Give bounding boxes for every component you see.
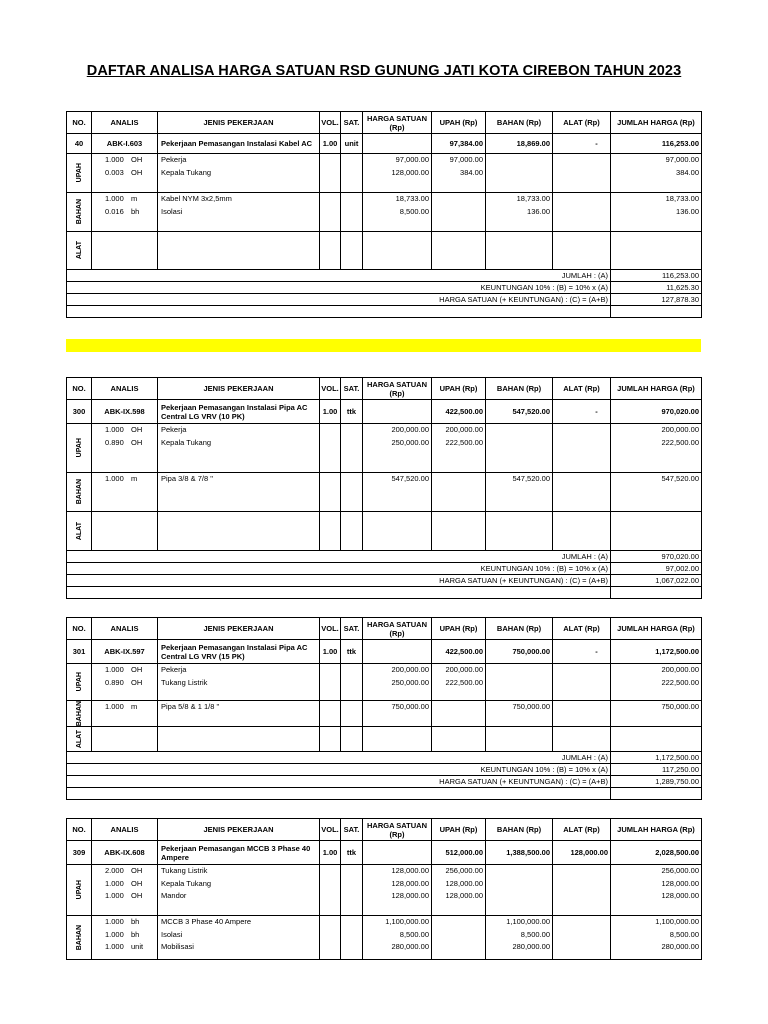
component-name: Mandor (161, 891, 187, 900)
component-unit-price: 547,520.00 (391, 474, 429, 483)
summary-harga-satuan-row (67, 776, 702, 788)
item-number: 40 (67, 134, 92, 154)
component-unit-price: 97,000.00 (395, 155, 429, 164)
column-header-bahan: BAHAN (Rp) (486, 378, 553, 400)
unit-price (363, 640, 432, 664)
section-label-bahan: BAHAN (75, 701, 83, 727)
summary-jumlah-label: JUMLAH : (A) (67, 752, 611, 764)
section-bahan-row (67, 473, 702, 512)
component-name: Pipa 3/8 & 7/8 " (161, 474, 213, 483)
ahs-table (66, 377, 702, 599)
coefficient-unit: m (131, 702, 138, 711)
column-header-vol: VOL. (320, 819, 341, 841)
analysis-code: ABK-IX.598 (92, 400, 158, 424)
column-header-harga: HARGA SATUAN (Rp) (363, 112, 432, 134)
section-label-alat: ALAT (75, 521, 83, 541)
column-header-upah: UPAH (Rp) (432, 618, 486, 640)
coefficient-unit: bh (131, 206, 140, 216)
coefficient-unit: OH (131, 677, 143, 687)
summary-harga-satuan-value: 1,289,750.00 (611, 776, 702, 788)
component-labor (432, 206, 483, 219)
column-header-alat: ALAT (Rp) (553, 618, 611, 640)
section-upah-row (67, 154, 702, 193)
analysis-code: ABK-IX.597 (92, 640, 158, 664)
coefficient-unit: OH (131, 437, 143, 447)
summary-harga-satuan-value: 127,878.30 (611, 294, 702, 306)
component-total: 1,100,000.00 (655, 917, 699, 926)
unit: ttk (341, 841, 363, 865)
section-label-alat: ALAT (75, 241, 83, 260)
work-item-name: Pekerjaan Pemasangan Instalasi Pipa AC Central LG VRV (10 PK) (158, 400, 320, 424)
component-labor (432, 941, 483, 954)
coefficient (92, 424, 157, 437)
coefficient-value: 1.000 (105, 917, 124, 926)
summary-keuntungan-row (67, 282, 702, 294)
component-name: Isolasi (161, 206, 183, 216)
summary-harga-satuan-label: HARGA SATUAN (+ KEUNTUNGAN) : (C) = (A+B) (67, 294, 611, 306)
column-header-jenis: JENIS PEKERJAAN (158, 618, 320, 640)
summary-keuntungan-row (67, 563, 702, 575)
coefficient (92, 941, 157, 954)
coefficient (92, 865, 157, 878)
component-labor: 222,500.00 (445, 437, 483, 447)
component-name: MCCB 3 Phase 40 Ampere (161, 917, 252, 926)
item-number: 301 (67, 640, 92, 664)
unit-price (363, 134, 432, 154)
component-material: 8,500.00 (520, 929, 550, 939)
component-unit-price: 128,000.00 (391, 866, 429, 875)
component-name: Kabel NYM 3x2,5mm (161, 194, 232, 203)
component-material (486, 878, 550, 891)
column-header-upah: UPAH (Rp) (432, 378, 486, 400)
material-total: 750,000.00 (486, 640, 553, 664)
summary-keuntungan-row (67, 764, 702, 776)
component-name: Kepala Tukang (161, 167, 212, 177)
ahs-table (66, 818, 702, 960)
component-material (486, 424, 550, 437)
component-material: 547,520.00 (512, 474, 550, 483)
analysis-block (66, 111, 701, 318)
column-header-harga: HARGA SATUAN (Rp) (363, 819, 432, 841)
column-header-alat: ALAT (Rp) (553, 378, 611, 400)
coefficient (92, 916, 157, 929)
section-upah-row (67, 424, 702, 473)
header-row (67, 618, 702, 640)
coefficient (92, 701, 157, 714)
column-header-alat: ALAT (Rp) (553, 112, 611, 134)
column-header-harga: HARGA SATUAN (Rp) (363, 378, 432, 400)
component-total: 128,000.00 (661, 891, 699, 900)
column-header-no: NO. (67, 819, 92, 841)
work-item-row (67, 640, 702, 664)
component-total: 200,000.00 (661, 425, 699, 434)
column-header-bahan: BAHAN (Rp) (486, 819, 553, 841)
column-header-bahan: BAHAN (Rp) (486, 112, 553, 134)
section-label-upah: UPAH (75, 163, 83, 183)
coefficient (92, 677, 157, 690)
coefficient (92, 206, 157, 219)
summary-jumlah-label: JUMLAH : (A) (67, 551, 611, 563)
unit-price (363, 400, 432, 424)
summary-jumlah-value: 116,253.00 (611, 270, 702, 282)
summary-harga-satuan-row (67, 294, 702, 306)
ahs-table (66, 617, 702, 800)
section-alat-row (67, 512, 702, 551)
component-labor: 222,500.00 (445, 677, 483, 687)
ahs-table (66, 111, 702, 318)
component-total: 750,000.00 (661, 702, 699, 711)
column-header-jumlah: JUMLAH HARGA (Rp) (611, 819, 702, 841)
column-header-upah: UPAH (Rp) (432, 819, 486, 841)
component-material: 18,733.00 (516, 194, 550, 203)
column-header-analis: ANALIS (92, 112, 158, 134)
component-material: 280,000.00 (512, 942, 550, 951)
unit: ttk (341, 640, 363, 664)
summary-harga-satuan-label: HARGA SATUAN (+ KEUNTUNGAN) : (C) = (A+B) (67, 575, 611, 587)
summary-jumlah-row (67, 551, 702, 563)
component-name: Kepala Tukang (161, 437, 212, 447)
total-price: 2,028,500.00 (611, 841, 702, 865)
labor-total: 422,500.00 (432, 400, 486, 424)
tool-total: - (553, 400, 611, 424)
summary-harga-satuan-row (67, 575, 702, 587)
column-header-analis: ANALIS (92, 618, 158, 640)
component-unit-price: 18,733.00 (395, 194, 429, 203)
column-header-jumlah: JUMLAH HARGA (Rp) (611, 112, 702, 134)
column-header-no: NO. (67, 618, 92, 640)
column-header-no: NO. (67, 112, 92, 134)
column-header-jumlah: JUMLAH HARGA (Rp) (611, 378, 702, 400)
unit-price (363, 841, 432, 865)
coefficient-value: 1.000 (105, 878, 124, 888)
volume: 1.00 (320, 841, 341, 865)
labor-total: 422,500.00 (432, 640, 486, 664)
component-unit-price: 1,100,000.00 (385, 917, 429, 926)
coefficient-value: 0.016 (105, 206, 124, 216)
tool-total: 128,000.00 (553, 841, 611, 865)
column-header-upah: UPAH (Rp) (432, 112, 486, 134)
section-alat-row (67, 727, 702, 752)
component-material: 136.00 (527, 206, 550, 216)
summary-keuntungan-label: KEUNTUNGAN 10% : (B) = 10% x (A) (67, 563, 611, 575)
header-row (67, 378, 702, 400)
component-total: 384.00 (676, 167, 699, 177)
tool-total: - (553, 134, 611, 154)
component-total: 222,500.00 (661, 437, 699, 447)
column-header-sat: SAT. (341, 618, 363, 640)
coefficient-value: 1.000 (105, 702, 124, 711)
coefficient (92, 664, 157, 677)
component-unit-price: 8,500.00 (399, 206, 429, 216)
column-header-sat: SAT. (341, 112, 363, 134)
component-unit-price: 250,000.00 (391, 677, 429, 687)
component-unit-price: 128,000.00 (391, 878, 429, 888)
summary-keuntungan-label: KEUNTUNGAN 10% : (B) = 10% x (A) (67, 764, 611, 776)
summary-jumlah-value: 1,172,500.00 (611, 752, 702, 764)
total-price: 970,020.00 (611, 400, 702, 424)
total-price: 1,172,500.00 (611, 640, 702, 664)
work-item-row (67, 134, 702, 154)
component-material (486, 154, 550, 167)
summary-jumlah-row (67, 752, 702, 764)
component-name: Pekerja (161, 425, 187, 434)
section-label-bahan: BAHAN (75, 479, 83, 505)
component-name: Pekerja (161, 665, 187, 674)
material-total: 18,869.00 (486, 134, 553, 154)
component-name: Tukang Listrik (161, 866, 208, 875)
unit: ttk (341, 400, 363, 424)
coefficient-unit: OH (131, 167, 143, 177)
component-total: 256,000.00 (661, 866, 699, 875)
component-material: 1,100,000.00 (506, 917, 550, 926)
component-labor (432, 916, 483, 929)
component-material (486, 437, 550, 450)
coefficient-value: 1.000 (105, 155, 124, 164)
labor-total: 512,000.00 (432, 841, 486, 865)
column-header-alat: ALAT (Rp) (553, 819, 611, 841)
coefficient-value: 0.890 (105, 677, 124, 687)
component-material: 750,000.00 (512, 702, 550, 711)
component-name: Mobilisasi (161, 942, 194, 951)
coefficient-unit: bh (131, 917, 140, 926)
coefficient-value: 1.000 (105, 929, 124, 939)
coefficient-value: 0.003 (105, 167, 124, 177)
column-header-bahan: BAHAN (Rp) (486, 618, 553, 640)
column-header-jenis: JENIS PEKERJAAN (158, 112, 320, 134)
analysis-code: ABK-I.603 (92, 134, 158, 154)
labor-total: 97,384.00 (432, 134, 486, 154)
component-total: 547,520.00 (661, 474, 699, 483)
component-material (486, 664, 550, 677)
blank-row (67, 788, 702, 800)
work-item-name: Pekerjaan Pemasangan Instalasi Kabel AC (158, 134, 320, 154)
coefficient-value: 1.000 (105, 665, 124, 674)
coefficient (92, 890, 157, 903)
component-unit-price: 250,000.00 (391, 437, 429, 447)
coefficient (92, 167, 157, 180)
column-header-harga: HARGA SATUAN (Rp) (363, 618, 432, 640)
summary-keuntungan-value: 117,250.00 (611, 764, 702, 776)
column-header-analis: ANALIS (92, 378, 158, 400)
component-labor (432, 701, 483, 714)
component-material (486, 865, 550, 878)
section-bahan-row (67, 701, 702, 727)
total-price: 116,253.00 (611, 134, 702, 154)
component-labor (432, 473, 483, 486)
coefficient-value: 1.000 (105, 425, 124, 434)
column-header-vol: VOL. (320, 378, 341, 400)
column-header-jenis: JENIS PEKERJAAN (158, 378, 320, 400)
section-bahan-row (67, 916, 702, 960)
component-material (486, 677, 550, 690)
component-labor (432, 929, 483, 942)
component-material (486, 167, 550, 180)
coefficient-unit: OH (131, 878, 143, 888)
coefficient-value: 1.000 (105, 891, 124, 900)
section-alat-row (67, 232, 702, 270)
blank-row (67, 306, 702, 318)
component-unit-price: 200,000.00 (391, 425, 429, 434)
column-header-no: NO. (67, 378, 92, 400)
header-row (67, 112, 702, 134)
component-total: 136.00 (676, 206, 699, 216)
section-bahan-row (67, 193, 702, 232)
coefficient-unit: unit (131, 942, 144, 951)
analysis-block (66, 377, 701, 599)
component-name: Isolasi (161, 929, 183, 939)
summary-jumlah-value: 970,020.00 (611, 551, 702, 563)
coefficient-unit: m (131, 194, 138, 203)
coefficient-value: 1.000 (105, 194, 124, 203)
section-label-bahan: BAHAN (75, 924, 83, 951)
summary-keuntungan-value: 97,002.00 (611, 563, 702, 575)
column-header-sat: SAT. (341, 378, 363, 400)
material-total: 547,520.00 (486, 400, 553, 424)
blank-row (67, 587, 702, 599)
coefficient (92, 154, 157, 167)
analysis-block (66, 818, 701, 960)
section-label-upah: UPAH (75, 438, 83, 458)
component-unit-price: 280,000.00 (391, 942, 429, 951)
material-total: 1,388,500.00 (486, 841, 553, 865)
component-unit-price: 128,000.00 (391, 167, 429, 177)
section-label-upah: UPAH (75, 672, 83, 692)
column-header-jumlah: JUMLAH HARGA (Rp) (611, 618, 702, 640)
section-label-upah: UPAH (75, 880, 83, 900)
coefficient-unit: OH (131, 665, 143, 674)
component-labor: 97,000.00 (449, 155, 483, 164)
column-header-vol: VOL. (320, 112, 341, 134)
summary-jumlah-label: JUMLAH : (A) (67, 270, 611, 282)
tool-total: - (553, 640, 611, 664)
component-total: 18,733.00 (665, 194, 699, 203)
column-header-sat: SAT. (341, 819, 363, 841)
coefficient (92, 473, 157, 486)
coefficient (92, 437, 157, 450)
coefficient-unit: m (131, 474, 138, 483)
volume: 1.00 (320, 400, 341, 424)
component-total: 97,000.00 (665, 155, 699, 164)
component-unit-price: 200,000.00 (391, 665, 429, 674)
component-total: 280,000.00 (661, 942, 699, 951)
component-labor: 128,000.00 (445, 878, 483, 888)
section-upah-row (67, 664, 702, 701)
coefficient-value: 1.000 (105, 474, 124, 483)
volume: 1.00 (320, 134, 341, 154)
header-row (67, 819, 702, 841)
volume: 1.00 (320, 640, 341, 664)
coefficient-value: 0.890 (105, 437, 124, 447)
work-item-row (67, 841, 702, 865)
work-item-name: Pekerjaan Pemasangan Instalasi Pipa AC Central LG VRV (15 PK) (158, 640, 320, 664)
column-header-analis: ANALIS (92, 819, 158, 841)
component-name: Pipa 5/8 & 1 1/8 " (161, 702, 220, 711)
coefficient (92, 929, 157, 942)
component-labor (432, 193, 483, 206)
component-total: 222,500.00 (661, 677, 699, 687)
column-header-vol: VOL. (320, 618, 341, 640)
coefficient-value: 1.000 (105, 942, 124, 951)
component-labor: 384.00 (460, 167, 483, 177)
coefficient-unit: OH (131, 891, 143, 900)
work-item-row (67, 400, 702, 424)
item-number: 300 (67, 400, 92, 424)
component-material (486, 890, 550, 903)
summary-keuntungan-value: 11,625.30 (611, 282, 702, 294)
coefficient (92, 878, 157, 891)
component-name: Tukang Listrik (161, 677, 208, 687)
summary-harga-satuan-label: HARGA SATUAN (+ KEUNTUNGAN) : (C) = (A+B) (67, 776, 611, 788)
work-item-name: Pekerjaan Pemasangan MCCB 3 Phase 40 Ampere (158, 841, 320, 865)
coefficient-unit: OH (131, 425, 143, 434)
component-labor: 200,000.00 (445, 665, 483, 674)
component-total: 200,000.00 (661, 665, 699, 674)
summary-jumlah-row (67, 270, 702, 282)
component-labor: 128,000.00 (445, 891, 483, 900)
coefficient-value: 2.000 (105, 866, 124, 875)
section-label-bahan: BAHAN (75, 199, 83, 225)
component-labor: 256,000.00 (445, 866, 483, 875)
unit: unit (341, 134, 363, 154)
component-total: 128,000.00 (661, 878, 699, 888)
component-name: Pekerja (161, 155, 187, 164)
coefficient-unit: bh (131, 929, 140, 939)
component-unit-price: 750,000.00 (391, 702, 429, 711)
component-name: Kepala Tukang (161, 878, 212, 888)
summary-keuntungan-label: KEUNTUNGAN 10% : (B) = 10% x (A) (67, 282, 611, 294)
coefficient (92, 193, 157, 206)
page-title: DAFTAR ANALISA HARGA SATUAN RSD GUNUNG JATI KOTA CIREBON TAHUN 2023 (86, 63, 682, 79)
analysis-block (66, 617, 701, 800)
coefficient-unit: OH (131, 155, 143, 164)
coefficient-unit: OH (131, 866, 143, 875)
component-unit-price: 8,500.00 (399, 929, 429, 939)
item-number: 309 (67, 841, 92, 865)
column-header-jenis: JENIS PEKERJAAN (158, 819, 320, 841)
section-label-alat: ALAT (75, 730, 83, 749)
section-upah-row (67, 865, 702, 916)
highlight-bar (66, 339, 701, 352)
component-total: 8,500.00 (669, 929, 699, 939)
component-labor: 200,000.00 (445, 425, 483, 434)
summary-harga-satuan-value: 1,067,022.00 (611, 575, 702, 587)
analysis-code: ABK-IX.608 (92, 841, 158, 865)
component-unit-price: 128,000.00 (391, 891, 429, 900)
